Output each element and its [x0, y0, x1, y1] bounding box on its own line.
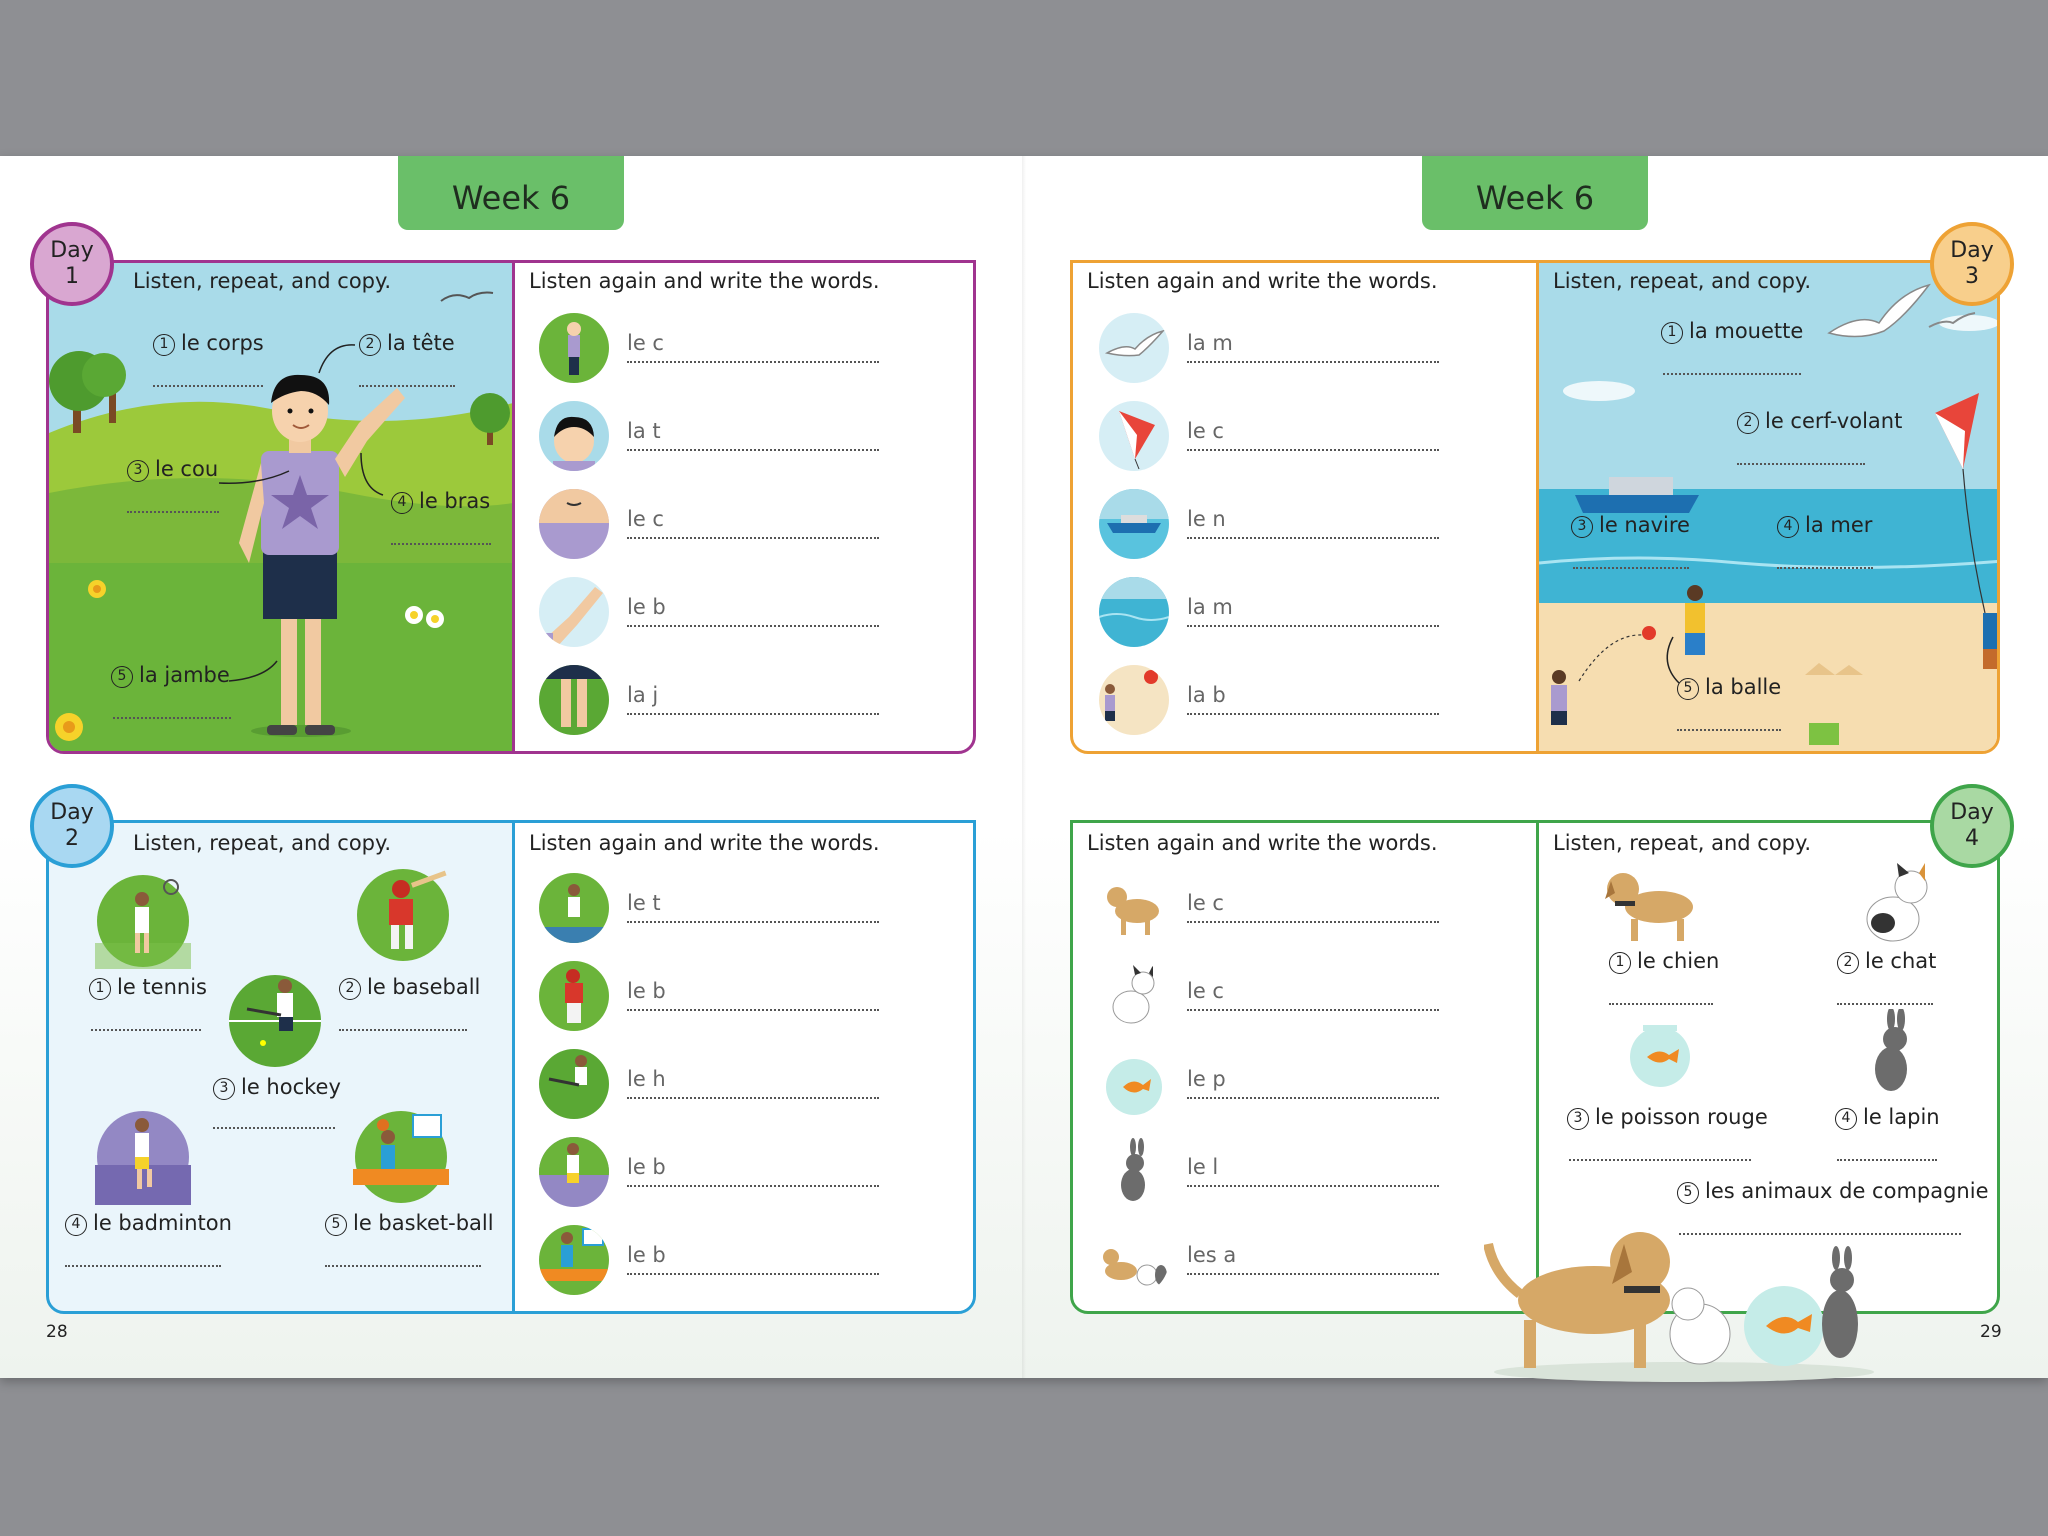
- ship-thumb-icon: [1099, 489, 1169, 559]
- day4-write-row-4: [1099, 1137, 1459, 1207]
- day1-prefix-1: le c: [627, 331, 664, 355]
- day2-prefix-2: le b: [627, 979, 666, 1003]
- day1-label-3: 3 le cou: [127, 457, 218, 482]
- day2-prefix-1: le t: [627, 891, 661, 915]
- day4-write-line-4[interactable]: [1837, 1159, 1937, 1161]
- day2-label-4: 4 le badminton: [65, 1211, 232, 1236]
- day3-prefix-3: le n: [1187, 507, 1226, 531]
- day2-write-line-1[interactable]: [91, 1029, 201, 1031]
- day2-prefix-4: le b: [627, 1155, 666, 1179]
- day4-label-4: 4 le lapin: [1835, 1105, 1940, 1130]
- day4-prefix-1: le c: [1187, 891, 1224, 915]
- badminton-icon: [95, 1109, 191, 1205]
- day3-label-1: 1 la mouette: [1661, 319, 1803, 344]
- day2-label-1: 1 le tennis: [89, 975, 207, 1000]
- day4-badge: Day 4: [1930, 784, 2014, 868]
- day3-prefix-1: la m: [1187, 331, 1233, 355]
- day2-answer-line-2[interactable]: [627, 1009, 879, 1011]
- day1-label-4: 4 le bras: [391, 489, 490, 514]
- day3-answer-line-1[interactable]: [1187, 361, 1439, 363]
- day3-answer-line-3[interactable]: [1187, 537, 1439, 539]
- day4-write-line-2[interactable]: [1837, 1003, 1933, 1005]
- basketball-icon: [353, 1109, 449, 1205]
- day1-write-row-4: [539, 577, 899, 647]
- day2-prefix-5: le b: [627, 1243, 666, 1267]
- day4-label-3: 3 le poisson rouge: [1567, 1105, 1768, 1130]
- week-tab-right: Week 6: [1422, 156, 1648, 230]
- badminton-thumb-icon: [539, 1137, 609, 1207]
- head-thumb-icon: [539, 401, 609, 471]
- day3-prefix-2: le c: [1187, 419, 1224, 443]
- rabbit-thumb-icon: [1099, 1137, 1169, 1207]
- day3-instruction-write: Listen again and write the words.: [1087, 269, 1438, 293]
- goldfish-bowl-thumb-icon: [1099, 1049, 1169, 1119]
- sea-thumb-icon: [1099, 577, 1169, 647]
- seagull-thumb-icon: [1099, 313, 1169, 383]
- day4-answer-line-4[interactable]: [1187, 1185, 1439, 1187]
- day2-write-line-3[interactable]: [213, 1127, 335, 1129]
- day1-answer-line-4[interactable]: [627, 625, 879, 627]
- day2-label-5: 5 le basket-ball: [325, 1211, 494, 1236]
- cat-icon: [1853, 861, 1943, 945]
- rabbit-icon: [1863, 1009, 1923, 1093]
- day1-write-row-5: [539, 665, 899, 735]
- day2-answer-line-3[interactable]: [627, 1097, 879, 1099]
- day1-write-line-4[interactable]: [391, 543, 491, 545]
- day4-prefix-2: le c: [1187, 979, 1224, 1003]
- dog-icon: [1599, 863, 1709, 943]
- day3-prefix-4: la m: [1187, 595, 1233, 619]
- day3-write-row-3: [1099, 489, 1459, 559]
- day1-write-line-1[interactable]: [153, 385, 263, 387]
- day1-label-1: 1 le corps: [153, 331, 264, 356]
- day1-prefix-5: la j: [627, 683, 659, 707]
- day2-prefix-3: le h: [627, 1067, 666, 1091]
- day3-write-line-2[interactable]: [1737, 463, 1865, 465]
- cat-thumb-icon: [1099, 961, 1169, 1031]
- day3-prefix-5: la b: [1187, 683, 1226, 707]
- day3-write-line-1[interactable]: [1663, 373, 1801, 375]
- day4-prefix-3: le p: [1187, 1067, 1226, 1091]
- day3-instruction-copy: Listen, repeat, and copy.: [1553, 269, 1812, 293]
- arm-thumb-icon: [539, 577, 609, 647]
- day3-answer-line-4[interactable]: [1187, 625, 1439, 627]
- day2-instruction-copy: Listen, repeat, and copy.: [133, 831, 392, 855]
- kite-thumb-icon: [1099, 401, 1169, 471]
- day4-instruction-copy: Listen, repeat, and copy.: [1553, 831, 1812, 855]
- day2-answer-line-1[interactable]: [627, 921, 879, 923]
- week-tab-left: Week 6: [398, 156, 624, 230]
- day2-write-row-1: [539, 873, 899, 943]
- baseball-thumb-icon: [539, 961, 609, 1031]
- page-number-left: 28: [46, 1322, 68, 1342]
- day3-write-line-5[interactable]: [1677, 729, 1781, 731]
- day2-write-line-4[interactable]: [65, 1265, 221, 1267]
- day4-write-row-1: [1099, 873, 1459, 943]
- day2-write-row-2: [539, 961, 899, 1031]
- ball-thumb-icon: [1099, 665, 1169, 735]
- day3-write-row-4: [1099, 577, 1459, 647]
- day1-instruction-copy: Listen, repeat, and copy.: [133, 269, 392, 293]
- day1-write-row-2: [539, 401, 899, 471]
- day2-instruction-write: Listen again and write the words.: [529, 831, 880, 855]
- day3-label-5: 5 la balle: [1677, 675, 1781, 700]
- day1-label-5: 5 la jambe: [111, 663, 230, 688]
- hockey-icon: [227, 973, 323, 1069]
- day4-write-row-5: [1099, 1225, 1459, 1295]
- day2-answer-line-5[interactable]: [627, 1273, 879, 1275]
- day3-answer-line-5[interactable]: [1187, 713, 1439, 715]
- tennis-icon: [95, 873, 191, 969]
- day2-badge: Day 2: [30, 784, 114, 868]
- day1-prefix-3: le c: [627, 507, 664, 531]
- day4-instruction-write: Listen again and write the words.: [1087, 831, 1438, 855]
- day4-answer-line-3[interactable]: [1187, 1097, 1439, 1099]
- day1-write-row-1: [539, 313, 899, 383]
- body-thumb-icon: [539, 313, 609, 383]
- day2-write-line-2[interactable]: [339, 1029, 467, 1031]
- day4-write-line-3[interactable]: [1569, 1159, 1751, 1161]
- day3-write-row-5: [1099, 665, 1459, 735]
- basketball-thumb-icon: [539, 1225, 609, 1295]
- day1-label-2: 2 la tête: [359, 331, 455, 356]
- day2-label-2: 2 le baseball: [339, 975, 480, 1000]
- day4-prefix-5: les a: [1187, 1243, 1237, 1267]
- baseball-icon: [355, 863, 451, 963]
- day4-write-line-1[interactable]: [1609, 1003, 1713, 1005]
- day1-answer-line-3[interactable]: [627, 537, 879, 539]
- book-spread: [0, 156, 2048, 1378]
- goldfish-bowl-icon: [1625, 1019, 1695, 1089]
- day1-instruction-write: Listen again and write the words.: [529, 269, 880, 293]
- day4-prefix-4: le l: [1187, 1155, 1219, 1179]
- day3-label-4: 4 la mer: [1777, 513, 1872, 538]
- dog-thumb-icon: [1099, 873, 1169, 943]
- day1-panel: [46, 260, 976, 754]
- day1-prefix-2: la t: [627, 419, 661, 443]
- day2-panel: [46, 820, 976, 1314]
- day3-write-line-4[interactable]: [1777, 567, 1873, 569]
- neck-thumb-icon: [539, 489, 609, 559]
- day3-badge: Day 3: [1930, 222, 2014, 306]
- day2-write-row-3: [539, 1049, 899, 1119]
- day1-answer-line-5[interactable]: [627, 713, 879, 715]
- page-number-right: 29: [1980, 1322, 2002, 1342]
- pets-group-illustration: [1484, 1214, 1884, 1384]
- day1-write-row-3: [539, 489, 899, 559]
- tennis-thumb-icon: [539, 873, 609, 943]
- day4-answer-line-5[interactable]: [1187, 1273, 1439, 1275]
- day2-answer-line-4[interactable]: [627, 1185, 879, 1187]
- pets-thumb-icon: [1099, 1225, 1169, 1295]
- day1-write-line-3[interactable]: [127, 511, 219, 513]
- day1-badge: Day 1: [30, 222, 114, 306]
- day1-prefix-4: le b: [627, 595, 666, 619]
- day2-write-line-5[interactable]: [325, 1265, 481, 1267]
- page-gutter: [1022, 156, 1026, 1378]
- day3-panel: [1070, 260, 2000, 754]
- day4-write-row-3: [1099, 1049, 1459, 1119]
- day4-label-5: 5 les animaux de compagnie: [1677, 1179, 1989, 1204]
- day2-divider: [512, 823, 515, 1311]
- day1-answer-line-2[interactable]: [627, 449, 879, 451]
- day3-label-3: 3 le navire: [1571, 513, 1690, 538]
- day3-answer-line-2[interactable]: [1187, 449, 1439, 451]
- day4-answer-line-2[interactable]: [1187, 1009, 1439, 1011]
- day4-label-1: 1 le chien: [1609, 949, 1719, 974]
- day3-write-row-1: [1099, 313, 1459, 383]
- day2-write-row-4: [539, 1137, 899, 1207]
- hockey-thumb-icon: [539, 1049, 609, 1119]
- day1-divider: [512, 263, 515, 751]
- day3-write-row-2: [1099, 401, 1459, 471]
- day1-write-line-2[interactable]: [359, 385, 455, 387]
- day1-answer-line-1[interactable]: [627, 361, 879, 363]
- day3-write-line-3[interactable]: [1573, 567, 1689, 569]
- day3-label-2: 2 le cerf-volant: [1737, 409, 1902, 434]
- day4-write-row-2: [1099, 961, 1459, 1031]
- day2-write-row-5: [539, 1225, 899, 1295]
- day1-write-line-5[interactable]: [113, 717, 231, 719]
- day2-label-3: 3 le hockey: [213, 1075, 341, 1100]
- day4-label-2: 2 le chat: [1837, 949, 1936, 974]
- leg-thumb-icon: [539, 665, 609, 735]
- day4-answer-line-1[interactable]: [1187, 921, 1439, 923]
